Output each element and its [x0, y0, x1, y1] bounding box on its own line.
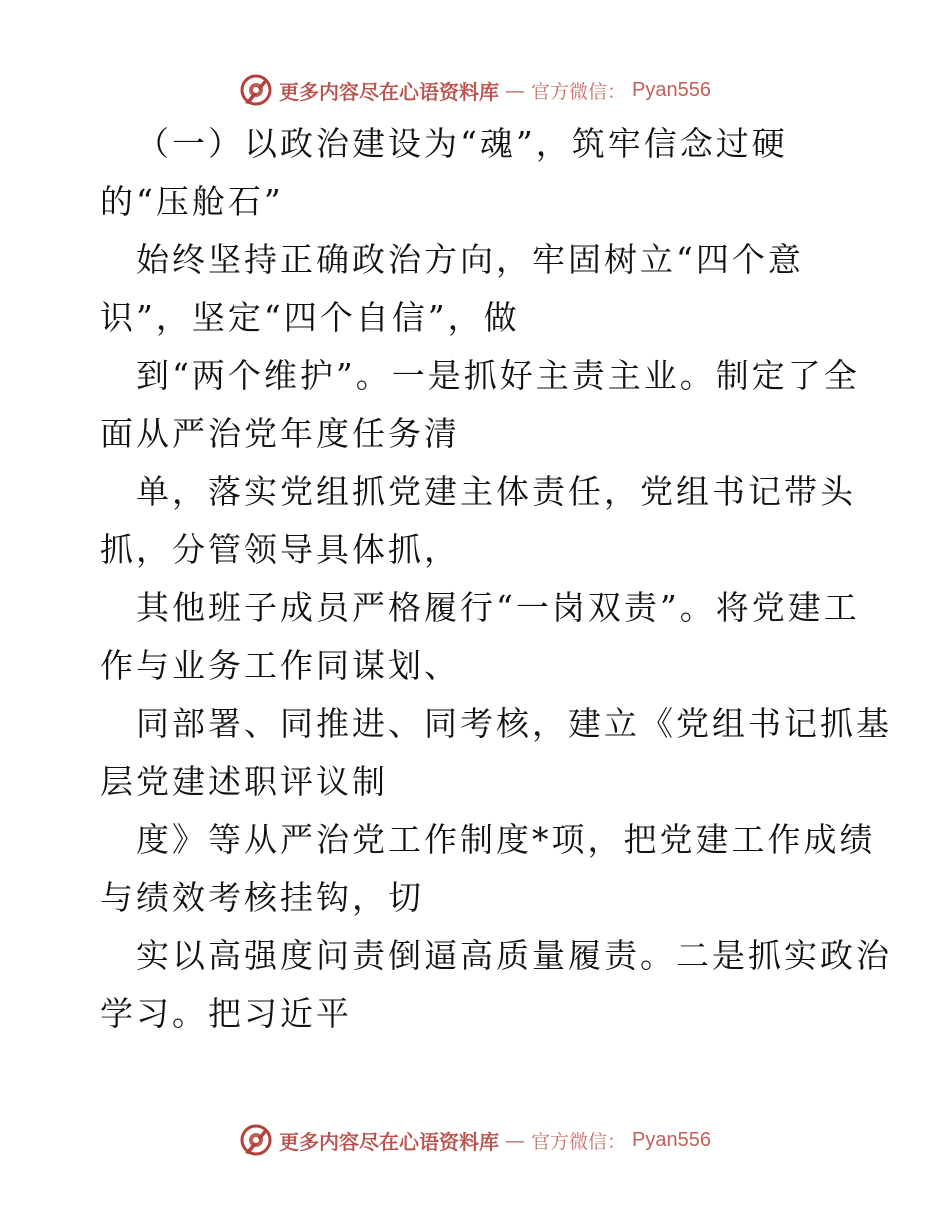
document-body	[100, 115, 892, 1043]
paragraph-line: 度》等从严治党工作制度*项，把党建工作成绩	[136, 820, 876, 859]
paragraph-line: 作与业务工作同谋划、	[100, 646, 460, 685]
section-heading-line-2: 的“压舱石”	[100, 182, 284, 221]
footer-brand-text: 更多内容尽在心语资料库	[279, 1129, 499, 1154]
quill-logo-icon	[239, 73, 273, 107]
quill-logo-icon	[239, 1123, 273, 1157]
header-watermark-banner	[0, 70, 950, 110]
paragraph-line: 同部署、同推进、同考核，建立《党组书记抓基	[136, 704, 892, 743]
footer-wechat-id: Pyan556	[632, 1128, 711, 1151]
header-wechat-label: 官方微信：	[531, 80, 627, 103]
footer-wechat-label: 官方微信：	[531, 1130, 627, 1153]
paragraph-line: 实以高强度问责倒逼高质量履责。二是抓实政治	[136, 936, 892, 975]
header-brand-text: 更多内容尽在心语资料库	[279, 79, 499, 104]
paragraph-line: 面从严治党年度任务清	[100, 414, 460, 453]
header-wechat-id: Pyan556	[632, 78, 711, 101]
paragraph-line: 到“两个维护”。一是抓好主责主业。制定了全	[136, 356, 860, 395]
paragraph-line: 学习。把习近平	[100, 994, 352, 1033]
section-heading-line-1: （一）以政治建设为“魂”，筑牢信念过硬	[136, 124, 788, 163]
footer-watermark-banner	[0, 1120, 950, 1160]
paragraph-line: 识”，坚定“四个自信”，做	[100, 298, 520, 337]
paragraph-line: 其他班子成员严格履行“一岗双责”。将党建工	[136, 588, 860, 627]
paragraph-line: 单，落实党组抓党建主体责任，党组书记带头	[136, 472, 856, 511]
paragraph-line: 始终坚持正确政治方向，牢固树立“四个意	[136, 240, 804, 279]
footer-separator: —	[505, 1128, 525, 1152]
paragraph-line: 层党建述职评议制	[100, 762, 388, 801]
header-separator: —	[505, 78, 525, 102]
paragraph-line: 抓，分管领导具体抓，	[100, 530, 460, 569]
paragraph-line: 与绩效考核挂钩，切	[100, 878, 424, 917]
